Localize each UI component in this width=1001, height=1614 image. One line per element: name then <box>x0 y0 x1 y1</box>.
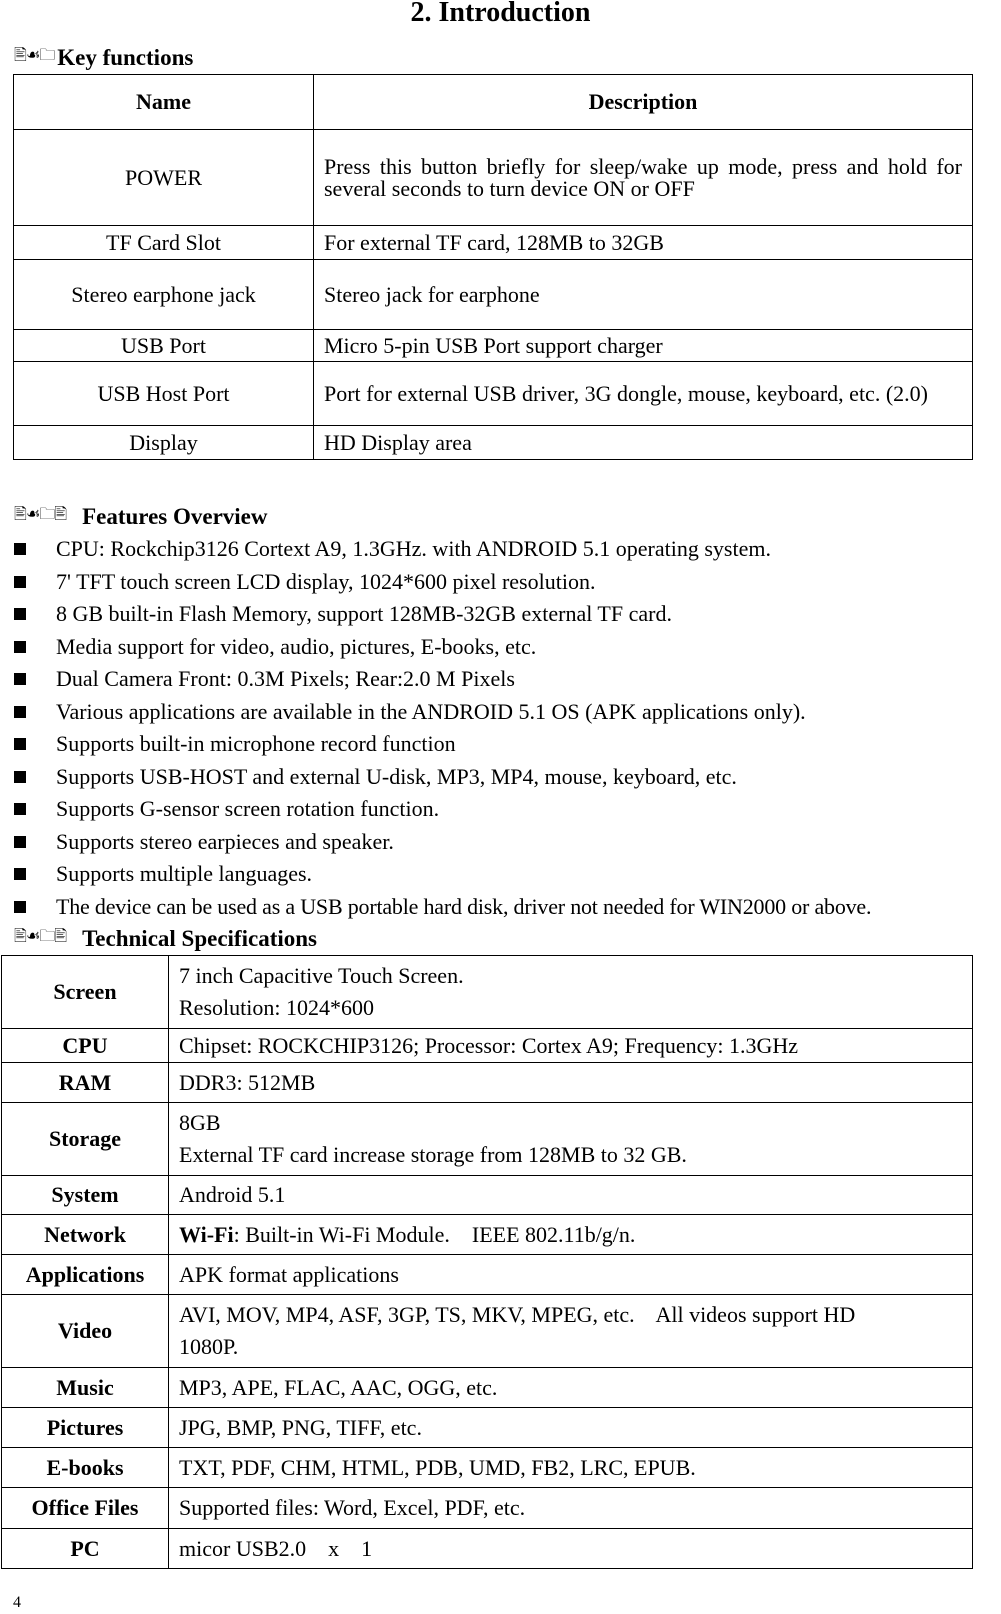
key-name: TF Card Slot <box>14 226 314 260</box>
spec-value-line: DDR3: 512MB <box>179 1069 316 1095</box>
technical-specifications-table <box>1 955 973 1569</box>
list-item <box>14 533 871 566</box>
spec-value-line: JPG, BMP, PNG, TIFF, etc. <box>179 1414 422 1440</box>
feature-text: 7' TFT touch screen LCD display, 1024*600 pixel resolution. <box>56 568 596 594</box>
spec-value <box>169 1488 973 1529</box>
square-bullet-icon <box>14 543 26 555</box>
technical-specifications-heading-text: Technical Specifications <box>82 925 317 951</box>
table-row <box>14 330 973 362</box>
spec-value <box>169 1063 973 1103</box>
list-item <box>14 793 871 826</box>
spec-value-line: TXT, PDF, CHM, HTML, PDB, UMD, FB2, LRC, EPUB. <box>179 1454 696 1480</box>
spec-label: Pictures <box>2 1408 169 1448</box>
spec-label: PC <box>2 1529 169 1569</box>
spec-value-line <box>179 1219 962 1251</box>
feature-text: Supports stereo earpieces and speaker. <box>56 828 394 854</box>
spec-label: Network <box>2 1215 169 1255</box>
key-description: HD Display area <box>314 426 973 460</box>
page-number: 4 <box>13 1594 21 1611</box>
spec-value-line: MP3, APE, FLAC, AAC, OGG, etc. <box>179 1374 498 1400</box>
feature-text: CPU: Rockchip3126 Cortext A9, 1.3GHz. with ANDROID 5.1 operating system. <box>56 536 771 561</box>
key-name: Stereo earphone jack <box>14 260 314 330</box>
spec-label: Music <box>2 1368 169 1408</box>
table-row <box>2 1029 973 1063</box>
key-functions-heading-text: Key functions <box>57 44 194 70</box>
spec-value <box>169 1295 973 1368</box>
feature-text: Dual Camera Front: 0.3M Pixels; Rear:2.0 M Pixels <box>56 666 515 691</box>
spec-value-line: AVI, MOV, MP4, ASF, 3GP, TS, MKV, MPEG, etc. All videos support HD <box>179 1302 856 1327</box>
square-bullet-icon <box>14 641 26 653</box>
spec-value <box>169 1103 973 1176</box>
features-list <box>14 533 871 923</box>
table-row <box>14 426 973 460</box>
table-row <box>2 1176 973 1215</box>
features-overview-heading <box>14 503 268 530</box>
square-bullet-icon <box>14 803 26 815</box>
table-row <box>2 1103 973 1176</box>
table-row <box>2 1368 973 1408</box>
spec-value-line: micor USB2.0 x 1 <box>179 1535 373 1561</box>
list-item <box>14 696 871 729</box>
spec-value <box>169 1029 973 1063</box>
spec-value <box>169 1448 973 1488</box>
key-description: Micro 5-pin USB Port support charger <box>314 330 973 362</box>
spec-label: Office Files <box>2 1488 169 1529</box>
table-row <box>2 1255 973 1295</box>
key-functions-table <box>13 74 973 460</box>
table-row <box>2 1448 973 1488</box>
table-row <box>14 130 973 226</box>
key-description: Port for external USB driver, 3G dongle, mouse, keyboard, etc. (2.0) <box>314 362 973 426</box>
features-overview-heading-text: Features Overview <box>82 503 268 529</box>
spec-label: E-books <box>2 1448 169 1488</box>
spec-label: Storage <box>2 1103 169 1176</box>
feature-text: Supports G-sensor screen rotation function. <box>56 796 440 821</box>
spec-value-line: Android 5.1 <box>179 1182 286 1207</box>
table-row <box>2 1488 973 1529</box>
section-marker-icon: 🖹☙🗀🖹 <box>14 926 67 945</box>
list-item <box>14 728 871 761</box>
feature-text: Supports multiple languages. <box>56 861 313 886</box>
spec-label: Video <box>2 1295 169 1368</box>
spec-value <box>169 1255 973 1295</box>
spec-value <box>169 1368 973 1408</box>
spec-value <box>169 1529 973 1569</box>
table-row <box>2 1215 973 1255</box>
key-name: POWER <box>14 130 314 226</box>
list-item <box>14 761 871 794</box>
key-name: Display <box>14 426 314 460</box>
spec-value-line: Resolution: 1024*600 <box>179 995 374 1020</box>
wifi-detail: : Built-in Wi-Fi Module. IEEE 802.11b/g/n. <box>233 1221 636 1247</box>
spec-label: System <box>2 1176 169 1215</box>
spec-value <box>169 1215 973 1255</box>
spec-value-line: APK format applications <box>179 1261 399 1287</box>
feature-text: The device can be used as a USB portable hard disk, driver not needed for WIN2000 or above. <box>56 893 872 919</box>
column-header-name: Name <box>14 75 314 130</box>
square-bullet-icon <box>14 868 26 880</box>
wifi-label: Wi-Fi <box>179 1221 234 1247</box>
list-item <box>14 663 871 696</box>
table-header-row <box>14 75 973 130</box>
spec-value-line: 1080P. <box>179 1334 239 1359</box>
spec-value-line: 7 inch Capacitive Touch Screen. <box>179 963 464 988</box>
spec-label: Applications <box>2 1255 169 1295</box>
table-row <box>2 1295 973 1368</box>
square-bullet-icon <box>14 771 26 783</box>
table-row <box>14 226 973 260</box>
feature-text: 8 GB built-in Flash Memory, support 128MB-32GB external TF card. <box>56 601 672 626</box>
key-functions-heading <box>14 44 193 71</box>
square-bullet-icon <box>14 706 26 718</box>
feature-text: Supports built-in microphone record function <box>56 731 456 756</box>
table-row <box>2 956 973 1029</box>
feature-text: Supports USB-HOST and external U-disk, MP3, MP4, mouse, keyboard, etc. <box>56 763 737 789</box>
spec-value-line: Chipset: ROCKCHIP3126; Processor: Cortex A9; Frequency: 1.3GHz <box>179 1032 799 1058</box>
square-bullet-icon <box>14 901 26 913</box>
spec-label: Screen <box>2 956 169 1029</box>
section-marker-icon: 🖹☙🗀🖹 <box>14 504 67 523</box>
key-name: USB Host Port <box>14 362 314 426</box>
list-item <box>14 858 871 891</box>
list-item <box>14 826 871 859</box>
square-bullet-icon <box>14 836 26 848</box>
square-bullet-icon <box>14 608 26 620</box>
spec-value-line: External TF card increase storage from 128MB to 32 GB. <box>179 1142 687 1167</box>
feature-text: Various applications are available in the ANDROID 5.1 OS (APK applications only). <box>56 698 806 724</box>
technical-specifications-heading <box>14 925 317 952</box>
square-bullet-icon <box>14 576 26 588</box>
table-row <box>2 1529 973 1569</box>
spec-value <box>169 1408 973 1448</box>
spec-value-line: 8GB <box>179 1110 221 1135</box>
page-title: 2. Introduction <box>410 0 591 28</box>
spec-label: CPU <box>2 1029 169 1063</box>
list-item <box>14 631 871 664</box>
spec-label: RAM <box>2 1063 169 1103</box>
key-description: Press this button briefly for sleep/wake up mode, press and hold for several seconds to turn device ON or OFF <box>314 130 973 226</box>
spec-value <box>169 1176 973 1215</box>
square-bullet-icon <box>14 738 26 750</box>
table-row <box>2 1063 973 1103</box>
column-header-description: Description <box>314 75 973 130</box>
square-bullet-icon <box>14 673 26 685</box>
key-description: For external TF card, 128MB to 32GB <box>314 226 973 260</box>
feature-text: Media support for video, audio, pictures, E-books, etc. <box>56 633 537 659</box>
list-item <box>14 891 871 924</box>
key-name: USB Port <box>14 330 314 362</box>
section-marker-icon: 🖹☙🗀 <box>14 45 55 64</box>
spec-value <box>169 956 973 1029</box>
table-row <box>14 260 973 330</box>
table-row <box>2 1408 973 1448</box>
list-item <box>14 598 871 631</box>
spec-value-line: Supported files: Word, Excel, PDF, etc. <box>179 1495 526 1520</box>
key-description: Stereo jack for earphone <box>314 260 973 330</box>
table-row <box>14 362 973 426</box>
list-item <box>14 566 871 599</box>
